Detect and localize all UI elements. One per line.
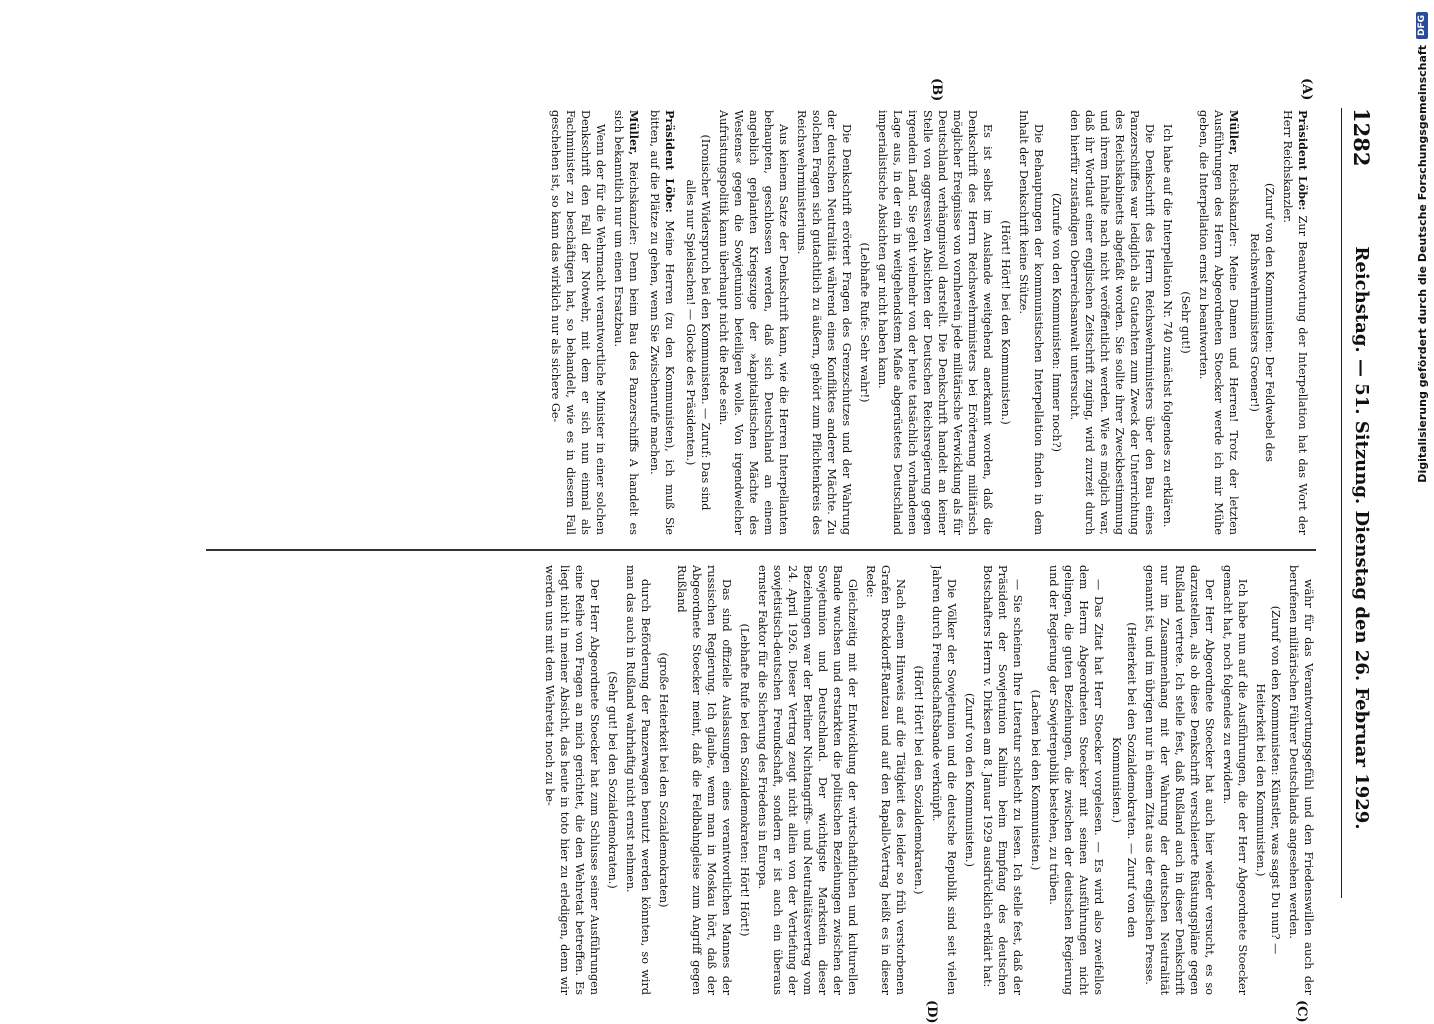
paragraph-text: Das sind offizielle Auslassungen eines verantwortlichen Mannes der russischen Regierung. Ich glaube, wenn man in Moskau hört, daß der Abgeordnete Stoecker meint, daß die Feldbahngleise zum Angriff gegen Rußland bbox=[675, 565, 733, 995]
paragraph-text: (Lebhafte Rufe: Sehr wahr!) bbox=[858, 242, 871, 403]
paragraph-text: (große Heiterkeit bei den Sozialdemokraten) bbox=[657, 652, 670, 908]
margin-mark-c: (C) bbox=[1294, 1000, 1309, 1023]
paragraph bbox=[623, 565, 653, 995]
paragraph bbox=[1220, 565, 1250, 995]
margin-mark-a: (A) bbox=[1299, 78, 1314, 101]
paragraph-text: Aus keinem Satze der Denkschrift kann, wie die Herren Interpellanten behaupten, geschlossen werden, daß sich Deutschland an einem angeblich geplanten Kriegszuge der »kapitalistischen Mächte des Westens« gegen die Sowjetunion beteiligen wolle. Von irgendwelcher Aufrüstungspolitik kann überhaupt nicht die Rede sein. bbox=[717, 110, 790, 535]
left-column bbox=[206, 110, 1316, 535]
paragraph bbox=[611, 110, 641, 535]
paragraph bbox=[1142, 565, 1217, 995]
paragraph bbox=[929, 565, 959, 995]
paragraph bbox=[1253, 583, 1283, 977]
paragraph-text: Ich habe auf die Interpellation Nr. 740 zunächst folgendes zu erklären. bbox=[1161, 124, 1174, 528]
paragraph-text: (Hört! Hört! bei den Sozialdemokraten.) bbox=[912, 665, 925, 895]
paragraph bbox=[1178, 128, 1193, 517]
paragraph bbox=[755, 565, 860, 995]
paragraph-text: Die Denkschrift erörtert Fragen des Grenzschutzes und der Wahrung der deutschen Neutralität während eines Konfliktes anderer Mächte. Zu solchen Fragen sich gutachtlich zu äußern, gehört zum Pflichtenkreis des Reichswehrministeriums. bbox=[795, 110, 853, 535]
paragraph bbox=[683, 128, 713, 517]
paragraph-text: währ für das Verantwortungsgefühl und den Friedenswillen auch der berufenen militärischen Führer Deutschlands angesehen werden. bbox=[1287, 565, 1315, 995]
paragraph bbox=[542, 565, 602, 995]
paragraph bbox=[674, 565, 734, 995]
running-head-title: Reichstag. — 51. Sitzung. Dienstag den 26. Februar 1929. bbox=[1351, 246, 1373, 830]
paragraph bbox=[794, 110, 854, 535]
paragraph-text: (Sehr gut! bei den Sozialdemokraten.) bbox=[606, 671, 619, 889]
paragraph-text: (Lachen bei den Kommunisten.) bbox=[1029, 689, 1042, 871]
paragraph bbox=[605, 583, 620, 977]
paragraph-text: Meine Herren (zu den Kommunisten), ich muß Sie bitten, auf die Plätze zu gehen, wenn Sie Zwischenrufe machen. bbox=[648, 110, 676, 535]
paragraph bbox=[716, 110, 791, 535]
paragraph-text: Zur Beantwortung der Interpellation hat das Wort der Herr Reichskanzler. bbox=[1281, 110, 1309, 535]
paragraph bbox=[1067, 110, 1157, 535]
speaker-name: Präsident Löbe: bbox=[1296, 110, 1310, 211]
paragraph bbox=[1016, 110, 1046, 535]
paragraph-text: Nach einem Hinweis auf die Tätigkeit des leider so früh verstorbenen Grafen Brockdorff-Rantzau und auf den Rapallo-Vertrag heißt es in dieser Rede: bbox=[864, 565, 907, 995]
paragraph-text: (Zuruf von den Kommunisten.) bbox=[963, 693, 976, 867]
page-number: 1282 bbox=[1349, 108, 1375, 167]
paragraph-text: Es ist selbst im Auslande weitgehend anerkannt worden, daß die Denkschrift des Herrn Reichswehrministers bei Erörterung militärisch möglicher Ereignisse von vornherein jede militärische Verwicklung als für Deutschland verhängnisvoll darstellt. Die Denkschrift handelt an keiner Stelle von aggressiven Absichten der Deutschen Reichsregierung gegen irgendein Land. Sie geht vielmehr von der heute tatsächlich vorhandenen Lage aus, in der ein in weitgehendstem Maße abgerüstetes Deutschland imperialistische Absichten gar nicht haben kann. bbox=[876, 110, 994, 535]
speaker-name: Müller, bbox=[627, 110, 641, 156]
paragraph-text: — Das Zitat hat Herr Stoecker vorgelesen. — Es wird also zweifellos dem Herrn Abgeordneten Stoecker mit seinen Ausführungen nicht gelingen, die guten Beziehungen, die zwischen der deutschen Regierung und der Regierung der Sowjetrepublik bestehen, zu trüben. bbox=[1047, 565, 1105, 995]
paragraph bbox=[1049, 128, 1064, 517]
paragraph bbox=[1109, 583, 1139, 977]
paragraph bbox=[1280, 110, 1310, 535]
paragraph-text: Reichskanzler: Meine Damen und Herren! Trotz der letzten Ausführungen des Herrn Abgeordneten Stoecker werde ich mir Mühe geben, die Interpellation ernst zu beantworten. bbox=[1197, 110, 1240, 535]
dfg-logo: DFG bbox=[1416, 12, 1428, 39]
paragraph-text: Die Völker der Sowjetunion und die deutsche Republik sind seit vielen Jahren durch Freundschaftsbande verknüpft. bbox=[930, 565, 958, 995]
paragraph bbox=[1160, 110, 1175, 535]
speaker-name: Müller, bbox=[1227, 110, 1241, 156]
paragraph-text: (Lebhafte Rufe bei den Sozialdemokraten: Hört! Hört!) bbox=[738, 623, 751, 937]
paragraph-text: (Sehr gut!) bbox=[1179, 291, 1192, 354]
paragraph bbox=[656, 583, 671, 977]
paragraph-text: (Hört! Hört! bei den Kommunisten.) bbox=[999, 220, 1012, 425]
paragraph bbox=[875, 110, 995, 535]
paragraph bbox=[962, 583, 977, 977]
running-header bbox=[1341, 108, 1382, 898]
paragraph bbox=[1028, 583, 1043, 977]
paragraph bbox=[857, 128, 872, 517]
paragraph-text: Der Herr Abgeordnete Stoecker hat auch hier wieder versucht, es so darzustellen, als ob diese Denkschrift verschleierte Rüstungspläne gegen Rußland vertrete. Ich stelle fest, daß Rußland auch in dieser Denkschrift nur im Zusammenhang mit der Wahrung der deutschen Neutralität genannt ist, und im übrigen nur in einem Zitat aus der englischen Presse. bbox=[1143, 565, 1216, 995]
paragraph-text: Ich habe nun auf die Ausführungen, die der Herr Abgeordnete Stoecker gemacht hat, noch folgendes zu erwidern. bbox=[1221, 565, 1249, 995]
paragraph-text: (Zuruf von den Kommunisten: Der Feldwebel des Reichswehrministers Groener!) bbox=[1248, 183, 1276, 462]
column-divider bbox=[206, 549, 1316, 551]
paragraph-text: durch Beförderung der Panzerwagen benutzt werden könnten, so wird man das auch in Rußland wahrhaftig nicht ernst nehmen. bbox=[624, 565, 652, 995]
paragraph-text: (Zurufe von den Kommunisten: Immer noch?) bbox=[1050, 193, 1063, 452]
paragraph-text: Reichskanzler: Denn beim Bau des Panzerschiffs A handelt es sich bekanntlich nur um einen Ersatzbau. bbox=[612, 110, 640, 535]
paragraph-text: Die Denkschrift des Herrn Reichswehrministers über den Bau eines Panzerschiffes war lediglich als Gutachten zum Zweck der Unterrichtung des Reichskabinetts abgefaßt worden. Sie sollte ihrer Zweckbestimmung und ihrem Inhalte nach nicht veröffentlicht werden. Wie es möglich war, daß ihr Wortlaut einer englischen Zeitschrift zuging, wird zurzeit durch den hierfür zuständigen Oberreichsanwalt untersucht. bbox=[1068, 110, 1156, 535]
speaker-name: Präsident Löbe: bbox=[663, 110, 677, 213]
paragraph bbox=[1286, 565, 1316, 995]
paragraph-text: (Ironischer Widerspruch bei den Kommunisten. — Zuruf: Das sind alles nur Spielsachen! — Glocke des Präsidenten.) bbox=[684, 134, 712, 511]
paragraph-text: (Zuruf von den Kommunisten: Künstler, was sagst Du nun? — Heiterkeit bei den Kommunisten.) bbox=[1254, 605, 1282, 955]
digitization-credit: Digitalisierung gefördert durch die Deutsche Forschungsgemeinschaft bbox=[1415, 45, 1429, 483]
paragraph bbox=[737, 583, 752, 977]
margin-mark-b: (B) bbox=[929, 78, 944, 102]
paragraph bbox=[911, 583, 926, 977]
paragraph-text: Wenn der für die Wehrmacht verantwortliche Minister in einer solchen Denkschrift den Fall der Notwehr, mit dem er sich nun einmal als Fachminister zu beschäftigen hat, so behandelt, wie es in diesem Fall geschehen ist, so kann das wirklich nur als sichere Ge- bbox=[549, 110, 607, 535]
paragraph bbox=[1247, 128, 1277, 517]
paragraph-text: Gleichzeitig mit der Entwicklung der wirtschaftlichen und kulturellen Bande wuchsen und erstarkten die politischen Beziehungen zwischen der Sowjetunion und Deutschland. Der wichtigste Markstein dieser Beziehungen war der Berliner Nichtangriffs- und Neutralitätsvertrag vom 24. April 1926. Dieser Vertrag zeugt nicht allein von der Vertiefung der sowjetistisch-deutschen Freundschaft, sondern er ist auch ein überaus ernster Faktor für die Sicherung des Friedens in Europa. bbox=[756, 565, 859, 995]
margin-mark-d: (D) bbox=[924, 1000, 939, 1024]
paragraph-text: Die Behauptungen der kommunistischen Interpellation finden in dem Inhalt der Denkschrift keine Stütze. bbox=[1017, 110, 1045, 535]
right-column bbox=[206, 565, 1316, 995]
paragraph bbox=[1196, 110, 1241, 535]
paragraph bbox=[647, 110, 677, 535]
paragraph-text: — Sie scheinen Ihre Literatur schlecht zu lesen. Ich stelle fest, daß der Präsident der Sowjetunion Kalinin beim Empfang des deutschen Botschafters Herrn v. Dirksen am 8. Januar 1929 ausdrücklich erklärt hat: bbox=[981, 565, 1024, 995]
paragraph-text: (Heiterkeit bei den Sozialdemokraten. — Zuruf von den Kommunisten.) bbox=[1110, 622, 1138, 938]
paragraph bbox=[1046, 565, 1106, 995]
paragraph-text: Der Herr Abgeordnete Stoecker hat zum Schlusse seiner Ausführungen eine Reihe von Fragen an mich gerichtet, die den Wehretat betreffen. Es liegt nicht in meiner Absicht, das heute in toto hier zu erledigen, denn wir werden uns mit dem Wehretat noch zu be- bbox=[543, 565, 601, 995]
paragraph bbox=[980, 565, 1025, 995]
side-credit bbox=[1412, 12, 1432, 987]
paragraph bbox=[998, 128, 1013, 517]
paragraph bbox=[548, 110, 608, 535]
paragraph bbox=[863, 565, 908, 995]
